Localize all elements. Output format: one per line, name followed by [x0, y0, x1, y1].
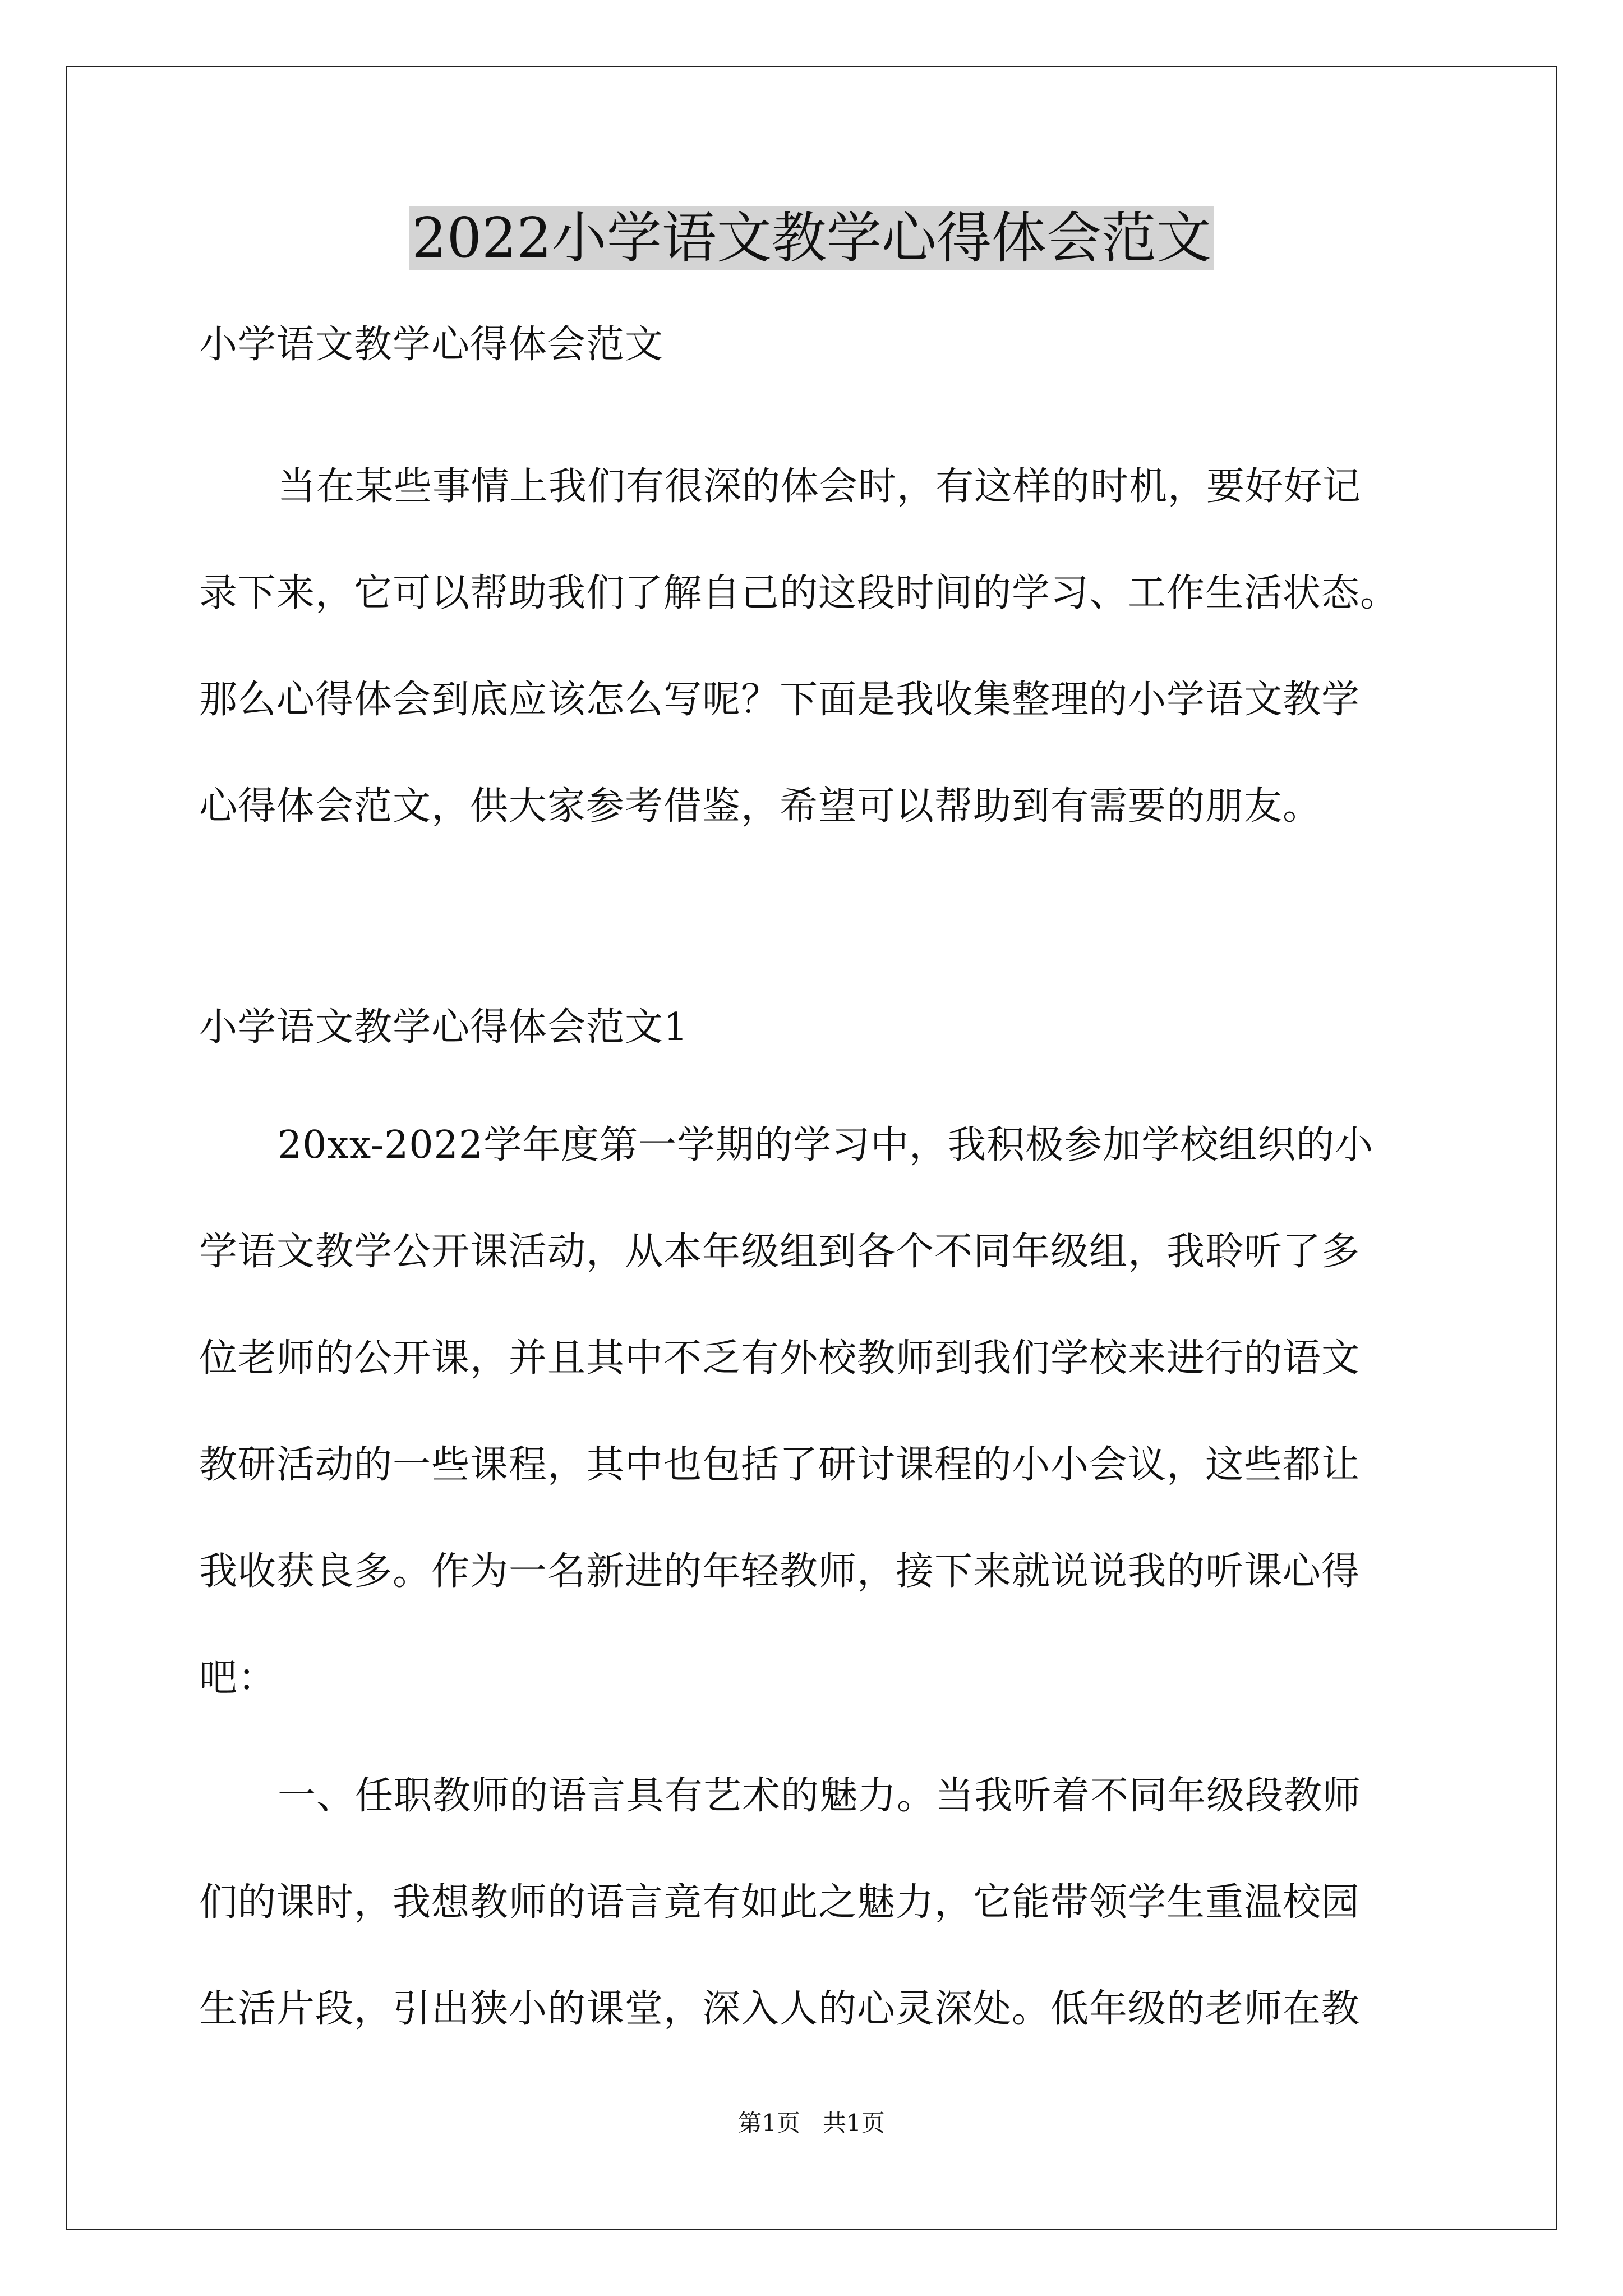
paragraph1-line-6: 吧： [199, 1656, 277, 1700]
page-footer: 第1页 共1页 [738, 2109, 885, 2137]
intro-line-3: 那么心得体会到底应该怎么写呢？下面是我收集整理的小学语文教学 [199, 678, 1361, 722]
paragraph1-line-4: 教研活动的一些课程，其中也包括了研讨课程的小小会议，这些都让 [199, 1443, 1361, 1487]
intro-line-1: 当在某些事情上我们有很深的体会时，有这样的时机，要好好记 [278, 464, 1362, 509]
document-title [0, 199, 1623, 278]
paragraph1-line-3: 位老师的公开课，并且其中不乏有外校教师到我们学校来进行的语文 [199, 1336, 1361, 1381]
paragraph2-line-3: 生活片段，引出狭小的课堂，深入人的心灵深处。低年级的老师在教 [199, 1987, 1361, 2031]
subtitle: 小学语文教学心得体会范文 [199, 323, 664, 367]
paragraph1-line-1: 20xx-2022学年度第一学期的学习中，我积极参加学校组织的小 [278, 1123, 1374, 1167]
paragraph2-line-2: 们的课时，我想教师的语言竟有如此之魅力，它能带领学生重温校园 [199, 1880, 1361, 1925]
paragraph1-line-5: 我收获良多。作为一名新进的年轻教师，接下来就说说我的听课心得 [199, 1549, 1361, 1594]
section-heading: 小学语文教学心得体会范文1 [199, 1005, 689, 1050]
document-title-text: 2022小学语文教学心得体会范文 [409, 206, 1213, 270]
paragraph2-line-1: 一、任职教师的语言具有艺术的魅力。当我听着不同年级段教师 [278, 1774, 1362, 1818]
paragraph1-line-2: 学语文教学公开课活动，从本年级组到各个不同年级组，我聆听了多 [199, 1230, 1361, 1274]
intro-line-2: 录下来，它可以帮助我们了解自己的这段时间的学习、工作生活状态。 [199, 571, 1399, 615]
intro-line-4: 心得体会范文，供大家参考借鉴，希望可以帮助到有需要的朋友。 [199, 784, 1322, 829]
